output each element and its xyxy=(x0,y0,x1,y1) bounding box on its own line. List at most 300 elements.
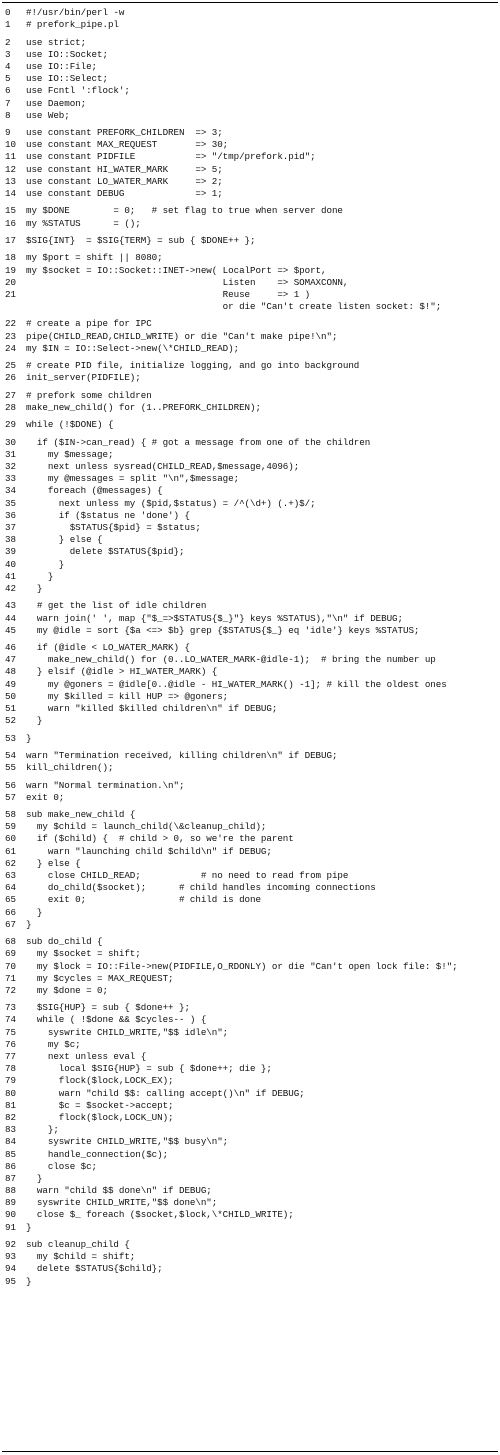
code-line xyxy=(2,289,498,301)
line-number: 59 xyxy=(5,821,16,833)
line-code: # prefork some children xyxy=(26,389,152,401)
line-number: 23 xyxy=(5,330,16,342)
code-line xyxy=(2,870,498,882)
code-line xyxy=(2,318,498,330)
line-number: 55 xyxy=(5,762,16,774)
line-number: 76 xyxy=(5,1038,16,1050)
code-line xyxy=(2,265,498,277)
line-code: kill_children(); xyxy=(26,762,114,774)
code-block xyxy=(2,37,498,122)
line-code: local $SIG{HUP} = sub { $done++; die }; xyxy=(26,1063,272,1075)
line-code: warn "Termination received, killing children\n" if DEBUG; xyxy=(26,749,338,761)
line-number: 15 xyxy=(5,205,16,217)
line-number: 77 xyxy=(5,1051,16,1062)
line-code: $c = $socket->accept; xyxy=(26,1099,174,1111)
code-line xyxy=(2,85,498,97)
line-code: warn join(' ', map {"$_=>$STATUS{$_}"} keys %STATUS),"\n" if DEBUG; xyxy=(26,612,403,624)
code-line xyxy=(2,625,498,637)
line-code: init_server(PIDFILE); xyxy=(26,372,141,384)
code-line xyxy=(2,882,498,894)
line-code: warn "Normal termination.\n"; xyxy=(26,779,185,791)
line-number: 14 xyxy=(5,188,16,199)
code-line xyxy=(2,961,498,973)
line-code: next unless my ($pid,$status) = /^(\d+) (.+)$/; xyxy=(26,497,316,509)
line-code: }; xyxy=(26,1124,59,1136)
line-code: while (!$DONE) { xyxy=(26,419,114,431)
line-number: 48 xyxy=(5,666,16,678)
code-line xyxy=(2,419,498,431)
line-code: sub do_child { xyxy=(26,936,103,948)
code-block xyxy=(2,318,498,355)
line-number: 63 xyxy=(5,870,16,881)
line-number: 83 xyxy=(5,1124,16,1136)
line-number: 19 xyxy=(5,264,16,276)
line-code: make_new_child() for (0..LO_WATER_MARK-@idle-1); # bring the number up xyxy=(26,654,436,666)
line-code: flock($lock,LOCK_UN); xyxy=(26,1111,174,1123)
line-code: syswrite CHILD_WRITE,"$$ done\n"; xyxy=(26,1197,218,1209)
line-code: $SIG{INT} = $SIG{TERM} = sub { $DONE++ }; xyxy=(26,234,256,246)
code-listing xyxy=(2,2,498,1452)
line-number: 7 xyxy=(5,97,11,109)
code-line xyxy=(2,792,498,804)
code-line xyxy=(2,919,498,931)
line-number: 34 xyxy=(5,485,16,497)
code-line xyxy=(2,1222,498,1234)
line-number: 72 xyxy=(5,984,16,996)
line-number: 95 xyxy=(5,1275,16,1287)
line-number: 11 xyxy=(5,151,16,163)
line-code: } xyxy=(26,918,32,930)
line-code: $STATUS{$pid} = $status; xyxy=(26,522,201,533)
code-line xyxy=(2,1185,498,1197)
line-number: 85 xyxy=(5,1148,16,1160)
line-code: my $port = shift || 8080; xyxy=(26,252,163,264)
line-number: 61 xyxy=(5,845,16,857)
line-code: my $done = 0; xyxy=(26,984,108,996)
code-line xyxy=(2,1197,498,1209)
code-line xyxy=(2,642,498,654)
line-number: 22 xyxy=(5,318,16,330)
code-line xyxy=(2,703,498,715)
code-line xyxy=(2,809,498,821)
line-code: syswrite CHILD_WRITE,"$$ idle\n"; xyxy=(26,1026,229,1038)
code-line xyxy=(2,235,498,247)
code-line xyxy=(2,985,498,997)
code-line xyxy=(2,1039,498,1051)
line-code: handle_connection($c); xyxy=(26,1148,169,1160)
line-number: 41 xyxy=(5,570,16,582)
code-line xyxy=(2,1124,498,1136)
code-line xyxy=(2,139,498,151)
line-code: sub make_new_child { xyxy=(26,809,136,821)
line-code: my $socket = IO::Socket::INET->new( LocalPort => $port, xyxy=(26,264,327,276)
line-number: 86 xyxy=(5,1160,16,1172)
line-number: 17 xyxy=(5,234,16,246)
code-line xyxy=(2,343,498,355)
code-line xyxy=(2,73,498,85)
code-line xyxy=(2,188,498,200)
code-line xyxy=(2,715,498,727)
line-code: } xyxy=(26,1221,32,1233)
code-block xyxy=(2,780,498,804)
line-number: 88 xyxy=(5,1185,16,1197)
line-number: 12 xyxy=(5,163,16,175)
line-code: my $DONE = 0; # set flag to true when server done xyxy=(26,205,343,217)
line-code: my $killed = kill HUP => @goners; xyxy=(26,690,229,702)
code-line xyxy=(2,205,498,217)
code-block xyxy=(2,235,498,247)
line-number: 49 xyxy=(5,678,16,690)
line-number: 58 xyxy=(5,809,16,821)
line-code: if ($status ne 'done') { xyxy=(26,509,190,521)
code-line xyxy=(2,390,498,402)
code-block xyxy=(2,733,498,745)
line-code: delete $STATUS{$child}; xyxy=(26,1263,163,1275)
line-number: 78 xyxy=(5,1063,16,1075)
code-line xyxy=(2,1161,498,1173)
line-code: } xyxy=(26,1172,43,1184)
line-code: # get the list of idle children xyxy=(26,600,207,612)
line-number: 3 xyxy=(5,48,11,60)
line-code: while ( !$done && $cycles-- ) { xyxy=(26,1014,207,1026)
line-number: 29 xyxy=(5,419,16,431)
code-line xyxy=(2,1239,498,1251)
line-number: 39 xyxy=(5,546,16,558)
line-code: use constant PIDFILE => "/tmp/prefork.pid"; xyxy=(26,151,316,163)
line-code: sub cleanup_child { xyxy=(26,1239,130,1250)
line-code: next unless eval { xyxy=(26,1051,147,1062)
code-line xyxy=(2,164,498,176)
code-line xyxy=(2,762,498,774)
line-number: 37 xyxy=(5,522,16,533)
code-line xyxy=(2,277,498,289)
line-number: 75 xyxy=(5,1026,16,1038)
code-block xyxy=(2,1239,498,1288)
line-code: close $c; xyxy=(26,1160,98,1172)
code-line xyxy=(2,571,498,583)
code-line xyxy=(2,510,498,522)
line-code: pipe(CHILD_READ,CHILD_WRITE) or die "Can't make pipe!\n"; xyxy=(26,330,338,342)
code-line xyxy=(2,821,498,833)
line-code: my $cycles = MAX_REQUEST; xyxy=(26,972,174,984)
line-number: 84 xyxy=(5,1136,16,1148)
code-line xyxy=(2,485,498,497)
code-line xyxy=(2,534,498,546)
line-number: 69 xyxy=(5,948,16,960)
code-line xyxy=(2,846,498,858)
line-number: 62 xyxy=(5,857,16,869)
code-line xyxy=(2,750,498,762)
code-line xyxy=(2,98,498,110)
code-line xyxy=(2,301,498,313)
code-line xyxy=(2,894,498,906)
line-code: # prefork_pipe.pl xyxy=(26,19,119,31)
line-code: use constant DEBUG => 1; xyxy=(26,188,223,199)
code-line xyxy=(2,176,498,188)
code-line xyxy=(2,127,498,139)
line-code: use constant LO_WATER_MARK => 2; xyxy=(26,175,223,187)
line-code: # create a pipe for IPC xyxy=(26,318,152,330)
code-block xyxy=(2,252,498,313)
code-line xyxy=(2,780,498,792)
line-code: } xyxy=(26,715,43,727)
line-code: # create PID file, initialize logging, and go into background xyxy=(26,360,360,372)
line-number: 81 xyxy=(5,1099,16,1111)
line-number: 94 xyxy=(5,1263,16,1275)
code-line xyxy=(2,733,498,745)
line-code: make_new_child() for (1..PREFORK_CHILDREN); xyxy=(26,401,261,413)
line-code: } elsif (@idle > HI_WATER_MARK) { xyxy=(26,666,218,678)
line-code: if ($IN->can_read) { # got a message from one of the children xyxy=(26,436,371,448)
line-number: 18 xyxy=(5,252,16,264)
line-code: syswrite CHILD_WRITE,"$$ busy\n"; xyxy=(26,1136,229,1148)
line-number: 2 xyxy=(5,36,11,48)
code-line xyxy=(2,1173,498,1185)
line-number: 38 xyxy=(5,534,16,546)
code-line xyxy=(2,1063,498,1075)
line-number: 24 xyxy=(5,342,16,354)
line-number: 43 xyxy=(5,600,16,612)
line-code: close $_ foreach ($socket,$lock,\*CHILD_WRITE); xyxy=(26,1209,294,1221)
code-line xyxy=(2,498,498,510)
line-number: 9 xyxy=(5,127,11,139)
line-number: 6 xyxy=(5,85,11,97)
line-number xyxy=(2,301,26,313)
line-code: warn "child $$ done\n" if DEBUG; xyxy=(26,1185,212,1197)
code-block xyxy=(2,642,498,727)
line-code: my $child = launch_child(\&cleanup_child); xyxy=(26,821,267,833)
code-line xyxy=(2,1136,498,1148)
line-number: 87 xyxy=(5,1172,16,1184)
line-code: my $IN = IO::Select->new(\*CHILD_READ); xyxy=(26,342,240,354)
line-code: } xyxy=(26,558,65,570)
line-code: my @goners = @idle[0..@idle - HI_WATER_MARK() -1]; # kill the oldest ones xyxy=(26,678,447,690)
line-code: use IO::Socket; xyxy=(26,48,108,60)
code-block xyxy=(2,1002,498,1234)
line-code: } xyxy=(26,732,32,744)
code-block xyxy=(2,205,498,229)
line-number: 28 xyxy=(5,401,16,413)
line-number: 66 xyxy=(5,906,16,918)
line-number: 21 xyxy=(5,288,16,300)
line-number: 64 xyxy=(5,882,16,894)
code-line xyxy=(2,372,498,384)
code-block xyxy=(2,809,498,931)
code-block xyxy=(2,936,498,997)
code-line xyxy=(2,252,498,264)
line-code: my $child = shift; xyxy=(26,1251,136,1263)
line-code: my @idle = sort {$a <=> $b} grep {$STATUS{$_} eq 'idle'} keys %STATUS; xyxy=(26,624,420,636)
code-line xyxy=(2,1276,498,1288)
line-code: if (@idle < LO_WATER_MARK) { xyxy=(26,642,190,654)
code-line xyxy=(2,600,498,612)
line-number: 31 xyxy=(5,448,16,460)
code-line xyxy=(2,49,498,61)
code-line xyxy=(2,936,498,948)
line-number: 73 xyxy=(5,1002,16,1014)
code-block xyxy=(2,360,498,384)
line-number: 20 xyxy=(5,276,16,288)
code-line xyxy=(2,907,498,919)
line-code: use Daemon; xyxy=(26,97,87,109)
line-number: 42 xyxy=(5,582,16,594)
line-code: close CHILD_READ; # no need to read from pipe xyxy=(26,870,349,881)
line-code: } xyxy=(26,1275,32,1287)
code-line xyxy=(2,1100,498,1112)
line-number: 33 xyxy=(5,473,16,485)
line-number: 25 xyxy=(5,360,16,372)
code-line xyxy=(2,833,498,845)
code-line xyxy=(2,1002,498,1014)
line-code: exit 0; # child is done xyxy=(26,894,261,906)
line-number: 36 xyxy=(5,509,16,521)
line-number: 92 xyxy=(5,1239,16,1250)
line-code: use constant PREFORK_CHILDREN => 3; xyxy=(26,127,223,139)
line-number: 50 xyxy=(5,690,16,702)
code-block xyxy=(2,750,498,774)
line-code: use strict; xyxy=(26,36,87,48)
line-number: 93 xyxy=(5,1251,16,1263)
code-line xyxy=(2,1088,498,1100)
code-block xyxy=(2,437,498,595)
code-line xyxy=(2,151,498,163)
code-block xyxy=(2,419,498,431)
line-number: 67 xyxy=(5,918,16,930)
code-line xyxy=(2,654,498,666)
line-number: 46 xyxy=(5,642,16,654)
line-code: } xyxy=(26,906,43,918)
line-number: 91 xyxy=(5,1221,16,1233)
line-number: 60 xyxy=(5,833,16,845)
line-code: use IO::Select; xyxy=(26,73,108,85)
line-number: 70 xyxy=(5,960,16,972)
line-code: } xyxy=(26,582,43,594)
line-number: 80 xyxy=(5,1087,16,1099)
line-number: 89 xyxy=(5,1197,16,1209)
code-line xyxy=(2,691,498,703)
code-line xyxy=(2,679,498,691)
code-line xyxy=(2,1263,498,1275)
line-code: Reuse => 1 ) xyxy=(26,288,311,300)
code-line xyxy=(2,61,498,73)
code-line xyxy=(2,461,498,473)
line-number: 32 xyxy=(5,461,16,473)
line-code: do_child($socket); # child handles incoming connections xyxy=(26,882,376,894)
line-code: delete $STATUS{$pid}; xyxy=(26,546,185,558)
line-number: 71 xyxy=(5,972,16,984)
line-code: warn "killed $killed children\n" if DEBUG; xyxy=(26,703,278,714)
code-line xyxy=(2,1014,498,1026)
code-line xyxy=(2,473,498,485)
line-number: 26 xyxy=(5,372,16,384)
code-block xyxy=(2,600,498,637)
line-number: 57 xyxy=(5,791,16,803)
line-code: foreach (@messages) { xyxy=(26,485,163,497)
code-line xyxy=(2,666,498,678)
line-code: use Fcntl ':flock'; xyxy=(26,85,130,97)
line-number: 65 xyxy=(5,894,16,906)
line-number: 47 xyxy=(5,654,16,666)
code-line xyxy=(2,331,498,343)
line-code: } else { xyxy=(26,857,81,869)
line-number: 13 xyxy=(5,175,16,187)
line-code: or die "Can't create listen socket: $!"; xyxy=(26,301,442,313)
line-code: warn "child $$: calling accept()\n" if DEBUG; xyxy=(26,1087,305,1099)
line-number: 0 xyxy=(5,7,11,18)
line-code: my $socket = shift; xyxy=(26,948,141,960)
line-code: #!/usr/bin/perl -w xyxy=(26,7,125,18)
code-line xyxy=(2,360,498,372)
code-line xyxy=(2,218,498,230)
line-code: use constant MAX_REQUEST => 30; xyxy=(26,139,229,151)
line-code: my %STATUS = (); xyxy=(26,217,141,229)
line-number: 79 xyxy=(5,1075,16,1087)
line-number: 52 xyxy=(5,715,16,727)
code-line xyxy=(2,546,498,558)
line-code: warn "launching child $child\n" if DEBUG; xyxy=(26,845,272,857)
line-code: use constant HI_WATER_MARK => 5; xyxy=(26,163,223,175)
line-number: 1 xyxy=(5,19,11,31)
line-code: my $c; xyxy=(26,1038,81,1050)
line-number: 90 xyxy=(5,1209,16,1221)
code-line xyxy=(2,19,498,31)
line-number: 30 xyxy=(5,436,16,448)
line-code: Listen => SOMAXCONN, xyxy=(26,276,349,288)
code-line xyxy=(2,1251,498,1263)
line-code: flock($lock,LOCK_EX); xyxy=(26,1075,174,1087)
code-line xyxy=(2,1209,498,1221)
line-number: 44 xyxy=(5,612,16,624)
code-line xyxy=(2,613,498,625)
line-number: 54 xyxy=(5,749,16,761)
line-code: my $lock = IO::File->new(PIDFILE,O_RDONLY) or die "Can't open lock file: $!"; xyxy=(26,960,458,972)
code-line xyxy=(2,1027,498,1039)
line-number: 4 xyxy=(5,60,11,72)
line-number: 51 xyxy=(5,703,16,714)
line-number: 35 xyxy=(5,497,16,509)
code-line xyxy=(2,522,498,534)
code-line xyxy=(2,449,498,461)
line-code: } xyxy=(26,570,54,582)
code-line xyxy=(2,1149,498,1161)
line-number: 8 xyxy=(5,109,11,121)
line-number: 45 xyxy=(5,624,16,636)
code-line xyxy=(2,402,498,414)
line-number: 82 xyxy=(5,1111,16,1123)
line-code: next unless sysread(CHILD_READ,$message,4096); xyxy=(26,461,300,473)
code-line xyxy=(2,583,498,595)
code-line xyxy=(2,437,498,449)
line-code: if ($child) { # child > 0, so we're the parent xyxy=(26,833,294,845)
code-line xyxy=(2,110,498,122)
code-line xyxy=(2,858,498,870)
line-number: 74 xyxy=(5,1014,16,1026)
line-code: my $message; xyxy=(26,448,114,460)
line-code: use Web; xyxy=(26,109,70,121)
line-number: 53 xyxy=(5,732,16,744)
code-block xyxy=(2,7,498,31)
line-code: exit 0; xyxy=(26,791,65,803)
code-line xyxy=(2,973,498,985)
code-line xyxy=(2,37,498,49)
code-line xyxy=(2,559,498,571)
code-block xyxy=(2,127,498,200)
line-code: use IO::File; xyxy=(26,60,98,72)
code-block xyxy=(2,390,498,414)
line-number: 5 xyxy=(5,73,11,85)
line-code: $SIG{HUP} = sub { $done++ }; xyxy=(26,1002,190,1014)
code-line xyxy=(2,1112,498,1124)
